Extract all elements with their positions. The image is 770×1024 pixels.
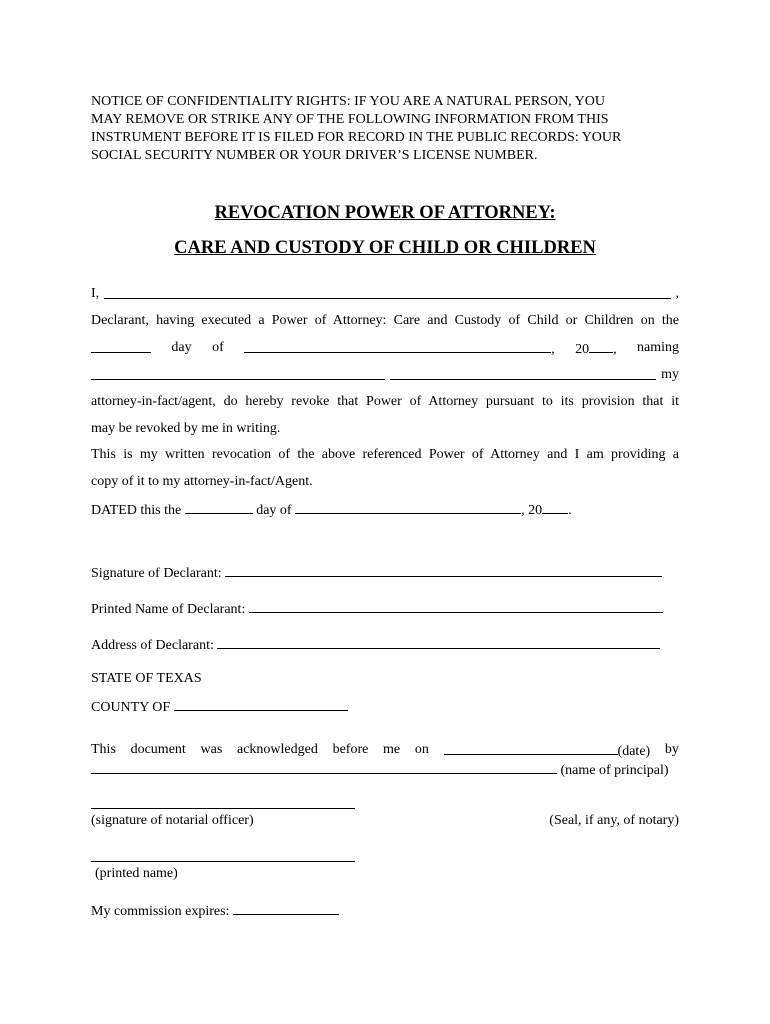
notary-printed-name-label: (printed name) <box>95 866 178 881</box>
ack-word: was <box>200 742 223 757</box>
county-line <box>91 697 679 717</box>
document-subtitle: CARE AND CUSTODY OF CHILD OR CHILDREN <box>174 238 596 258</box>
notice-line: SOCIAL SECURITY NUMBER OR YOUR DRIVER’S LICENSE NUMBER. <box>91 148 538 163</box>
notary-printed-name-blank[interactable] <box>91 848 355 862</box>
copy-statement-line: copy of it to my attorney-in-fact/Agent. <box>91 474 313 489</box>
notice-line: MAY REMOVE OR STRIKE ANY OF THE FOLLOWING INFORMATION FROM THIS <box>91 112 609 127</box>
dated-line <box>91 500 679 520</box>
confidentiality-notice <box>91 93 679 165</box>
comma: , <box>551 342 555 357</box>
printed-name-label: Printed Name of Declarant: <box>91 602 246 617</box>
officer-signature-blank[interactable] <box>91 795 355 809</box>
my-word: my <box>661 367 679 382</box>
comma: , <box>675 286 679 301</box>
dated-prefix: DATED this the <box>91 503 182 518</box>
principal-name-blank[interactable] <box>91 760 557 774</box>
execution-month-blank[interactable] <box>244 339 551 353</box>
printed-name-blank[interactable] <box>249 599 663 613</box>
declarant-name-line <box>91 285 679 303</box>
commission-line <box>91 901 679 921</box>
ack-word: me <box>383 742 401 757</box>
execution-date-line <box>91 339 679 359</box>
agent-name-blank-2[interactable] <box>390 366 656 380</box>
dated-year-blank[interactable] <box>542 500 568 514</box>
dated-dayof: day of <box>256 503 292 518</box>
ack-word: This <box>91 742 116 757</box>
ack-word: document <box>130 742 186 757</box>
address-line <box>91 635 679 655</box>
county-label: COUNTY OF <box>91 700 171 715</box>
by-word: by <box>664 742 679 757</box>
state-label: STATE OF TEXAS <box>91 671 202 686</box>
address-blank[interactable] <box>217 635 660 649</box>
address-label: Address of Declarant: <box>91 638 214 653</box>
agent-name-blank-1[interactable] <box>91 366 385 380</box>
commission-expiry-blank[interactable] <box>233 901 339 915</box>
naming-word: naming <box>637 340 679 355</box>
acknowledgment-date-blank[interactable] <box>444 741 618 755</box>
dated-month-blank[interactable] <box>295 500 521 514</box>
document-page <box>91 93 679 919</box>
declarant-statement-line: Declarant, having executed a Power of Attorney: Care and Custody of Child or Children on the <box>91 313 679 328</box>
period: . <box>568 503 572 518</box>
officer-labels-line <box>91 812 679 830</box>
execution-year-blank[interactable] <box>589 339 613 353</box>
revoke-statement-end: may be revoked by me in writing. <box>91 421 281 436</box>
principal-label: (name of principal) <box>560 763 669 778</box>
agent-name-line <box>91 366 679 384</box>
commission-label: My commission expires: <box>91 904 230 919</box>
signature-line <box>91 563 679 583</box>
document-title: REVOCATION POWER OF ATTORNEY: <box>214 203 556 223</box>
revoke-statement-line: attorney-in-fact/agent, do hereby revoke that Power of Attorney pursuant to its provision that it <box>91 394 679 409</box>
year-prefix: 20 <box>575 342 590 357</box>
dated-year-prefix: , 20 <box>521 503 543 518</box>
signature-blank[interactable] <box>225 563 662 577</box>
ack-word: before <box>332 742 369 757</box>
of-word: of <box>212 340 224 355</box>
notice-line: NOTICE OF CONFIDENTIALITY RIGHTS: IF YOU ARE A NATURAL PERSON, YOU <box>91 94 605 109</box>
comma: , <box>613 342 617 357</box>
dated-day-blank[interactable] <box>185 500 253 514</box>
seal-label: (Seal, if any, of notary) <box>549 813 679 828</box>
ack-word: on <box>414 742 429 757</box>
written-revocation-line: This is my written revocation of the above referenced Power of Attorney and I am providing a <box>91 447 679 462</box>
day-word: day <box>171 340 192 355</box>
i-label: I, <box>91 286 100 301</box>
ack-word: acknowledged <box>237 742 318 757</box>
declarant-name-blank[interactable] <box>104 285 671 299</box>
notice-line: INSTRUMENT BEFORE IT IS FILED FOR RECORD IN THE PUBLIC RECORDS: YOUR <box>91 130 622 145</box>
signature-label: Signature of Declarant: <box>91 566 222 581</box>
principal-line <box>91 760 679 780</box>
acknowledgment-line <box>91 741 679 761</box>
county-blank[interactable] <box>174 697 348 711</box>
date-label: (date) <box>617 744 651 759</box>
officer-signature-label: (signature of notarial officer) <box>91 813 254 828</box>
printed-name-line <box>91 599 679 619</box>
execution-day-blank[interactable] <box>91 339 151 353</box>
